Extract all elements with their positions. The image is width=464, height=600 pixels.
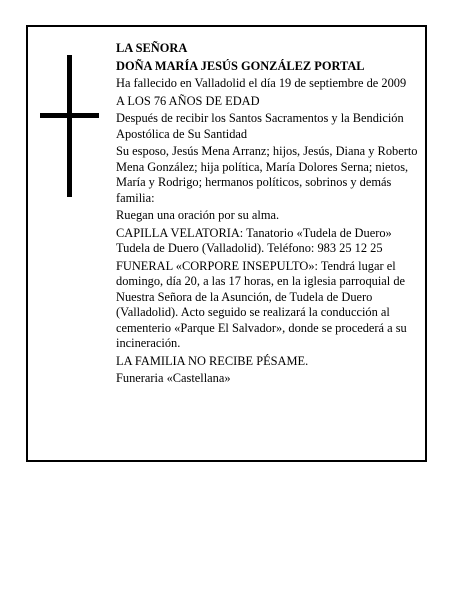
funeral-info: FUNERAL «CORPORE INSEPULTO»: Tendrá lugar el domingo, día 20, a las 17 horas, en la iglesia parroquial de Nuestra Señora de la Asunción, de Tudela de Duero (Valladolid). Acto seguido se realizará la conducción al cementerio «Parque El Salvador», donde se procederá a su incineración. xyxy=(116,258,407,350)
latin-cross-icon xyxy=(40,55,99,197)
obituary-notice xyxy=(26,25,427,462)
notice-text xyxy=(116,41,424,389)
cross-vertical-bar xyxy=(67,55,72,197)
family-list: Su esposo, Jesús Mena Arranz; hijos, Jesús, Diana y Roberto Mena González; hija política, María Dolores Serna; nietos, María y Rodrigo; hermanos políticos, sobrinos y demás familia: xyxy=(116,144,418,205)
age-line: A LOS 76 AÑOS DE EDAD xyxy=(116,93,260,108)
condolences-note: LA FAMILIA NO RECIBE PÉSAME. xyxy=(116,353,309,368)
chapel-info: CAPILLA VELATORIA: Tanatorio «Tudela de Duero» Tudela de Duero (Valladolid). Teléfono: 983 25 12 25 xyxy=(116,225,392,255)
prayer-request: Ruegan una oración por su alma. xyxy=(116,208,280,222)
deceased-name: DOÑA MARÍA JESÚS GONZÁLEZ PORTAL xyxy=(116,58,365,73)
notice-title: LA SEÑORA xyxy=(116,41,188,55)
death-info: Ha fallecido en Valladolid el día 19 de septiembre de 2009 xyxy=(116,76,407,90)
cross-horizontal-bar xyxy=(40,113,99,118)
funeral-home: Funeraria «Castellana» xyxy=(116,371,231,385)
sacraments-line: Después de recibir los Santos Sacramentos y la Bendición Apostólica de Su Santidad xyxy=(116,111,404,141)
